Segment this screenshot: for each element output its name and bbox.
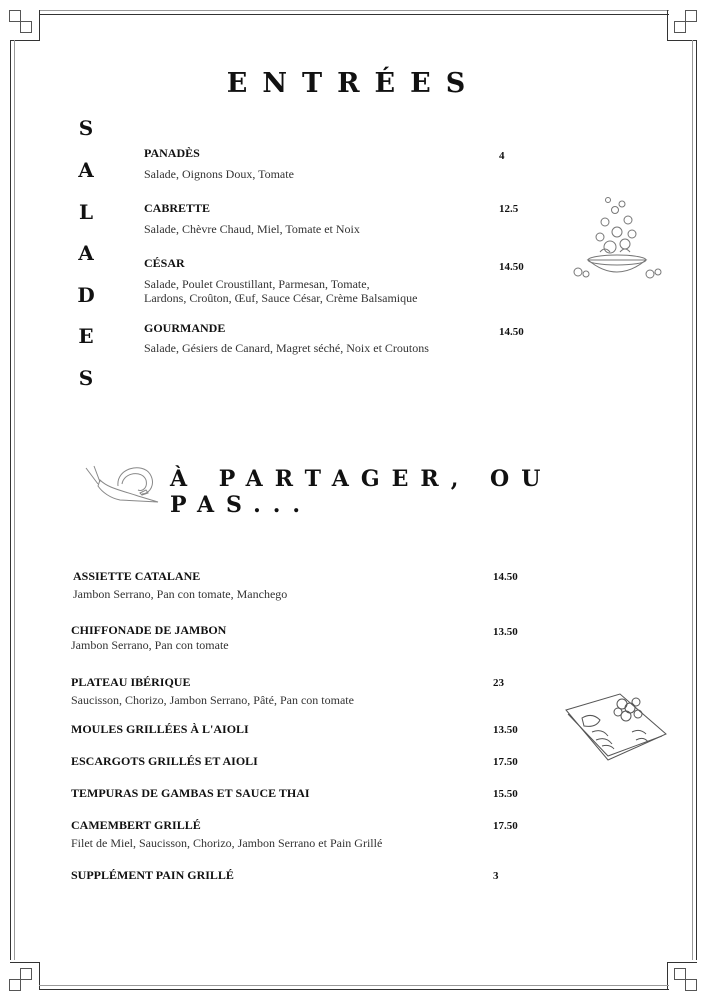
vertical-letter: A [78,241,94,265]
corner-ornament [20,968,32,980]
item-price: 13.50 [493,724,518,736]
vertical-letter: S [78,366,94,390]
item-desc: Jambon Serrano, Pan con tomate, Manchego [73,587,288,601]
vertical-letter: S [78,116,94,140]
item-price: 15.50 [493,788,518,800]
corner-ornament [9,979,21,991]
item-price: 23 [493,677,504,689]
item-name: PANADÈS [144,146,200,160]
corner-ornament [20,21,32,33]
vertical-letter: E [78,324,94,348]
item-price: 17.50 [493,820,518,832]
item-desc: Filet de Miel, Saucisson, Chorizo, Jambon Serrano et Pain Grillé [71,836,383,850]
item-name: ESCARGOTS GRILLÉS ET AIOLI [71,754,258,768]
item-desc: Salade, Chèvre Chaud, Miel, Tomate et Noix [144,222,360,236]
item-name: SUPPLÉMENT PAIN GRILLÉ [71,868,234,882]
corner-ornament [685,10,697,22]
item-name: MOULES GRILLÉES À L'AIOLI [71,722,249,736]
item-name: GOURMANDE [144,321,226,335]
item-price: 14.50 [499,326,524,338]
item-desc: Lardons, Croûton, Œuf, Sauce César, Crème Balsamique [144,291,418,305]
item-name: PLATEAU IBÉRIQUE [71,675,191,689]
page-title: ENTRÉES [226,68,481,99]
item-price: 12.5 [499,203,519,215]
item-name: CAMEMBERT GRILLÉ [71,818,201,832]
vertical-letter: L [78,200,94,224]
corner-ornament [674,21,686,33]
item-price: 4 [499,150,505,162]
item-price: 13.50 [493,626,518,638]
item-desc: Jambon Serrano, Pan con tomate [71,638,229,652]
vertical-letter: D [77,283,95,307]
item-name: CÉSAR [144,256,185,270]
item-desc: Salade, Gésiers de Canard, Magret séché, Noix et Croutons [144,341,429,355]
item-desc: Salade, Poulet Croustillant, Parmesan, Tomate, [144,277,370,291]
item-name: CABRETTE [144,201,211,215]
item-name: ASSIETTE CATALANE [73,569,201,583]
item-price: 14.50 [493,571,518,583]
item-price: 3 [493,870,499,882]
corner-ornament [685,979,697,991]
section-title: À PARTAGER, OU PAS... [170,466,553,518]
snail-icon [80,460,160,505]
item-desc: Saucisson, Chorizo, Jambon Serrano, Pâté, Pan con tomate [71,693,354,707]
item-name: CHIFFONADE DE JAMBON [71,623,227,637]
vertical-letter: A [78,158,94,182]
item-desc: Salade, Oignons Doux, Tomate [144,167,294,181]
charcuterie-board-icon [562,688,672,763]
salad-bowl-icon [570,192,665,287]
item-price: 14.50 [499,261,524,273]
item-name: TEMPURAS DE GAMBAS ET SAUCE THAI [71,786,310,800]
item-price: 17.50 [493,756,518,768]
